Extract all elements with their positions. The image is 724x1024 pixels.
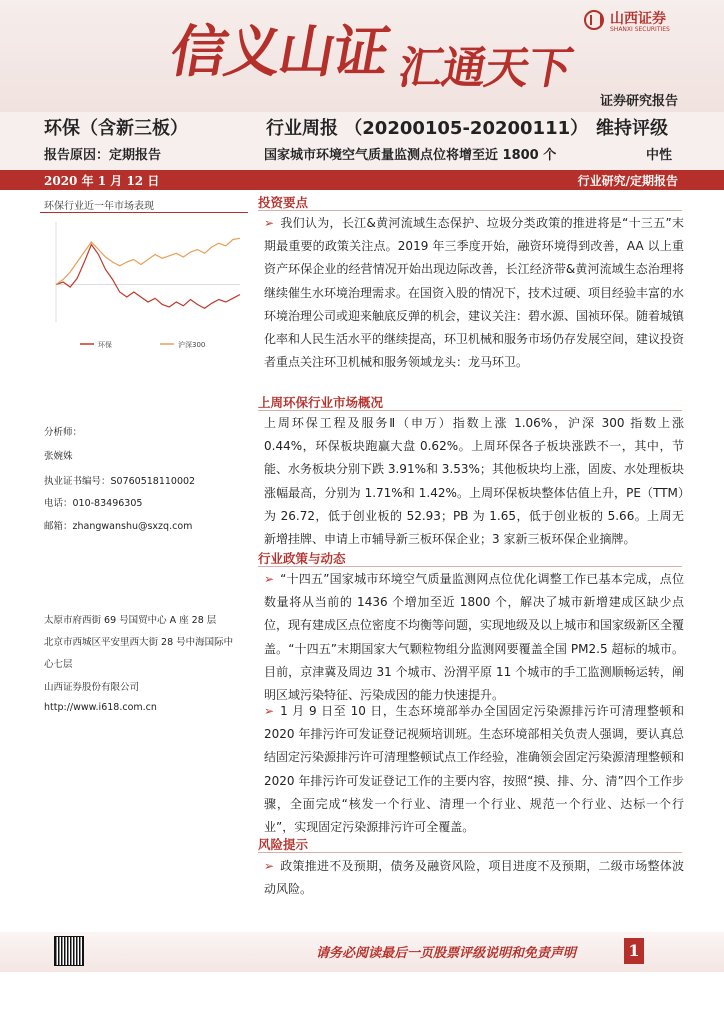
policy-paragraph-1 bbox=[264, 568, 684, 707]
page-number: 1 bbox=[624, 938, 644, 964]
section-divider bbox=[258, 852, 682, 853]
policy-paragraph-2 bbox=[264, 700, 684, 839]
report-headline: 国家城市环境空气质量监测点位将增至近 1800 个 bbox=[264, 148, 557, 163]
company-name: 山西证券股份有限公司 bbox=[44, 682, 140, 693]
header-slogan-1: 信义山证 bbox=[165, 20, 393, 85]
weekly-title: 行业周报 （20200105-20200111） bbox=[266, 118, 589, 139]
chart-title: 环保行业近一年市场表现 bbox=[44, 201, 154, 212]
analyst-name: 张婉姝 bbox=[44, 451, 73, 462]
analyst-label: 分析师： bbox=[44, 427, 83, 438]
legend-label-1: 环保 bbox=[98, 341, 112, 349]
phone: 电话：010-83496305 bbox=[44, 498, 143, 509]
email[interactable]: 邮箱：zhangwanshu@sxzq.com bbox=[44, 521, 193, 532]
chart-divider bbox=[40, 212, 248, 213]
header-slogan-2: 汇通天下 bbox=[394, 43, 576, 94]
bullet-icon: ➢ bbox=[264, 859, 275, 873]
license-number: 执业证书编号：S0760518110002 bbox=[44, 476, 196, 487]
rating-label: 维持评级 bbox=[596, 118, 668, 139]
report-type: 证券研究报告 bbox=[599, 94, 678, 109]
qr-code-icon bbox=[54, 936, 84, 966]
report-category: 行业研究/定期报告 bbox=[577, 174, 678, 188]
rating-value: 中性 bbox=[646, 148, 673, 163]
policy-text-2: 1 月 9 日至 10 日，生态环境部举办全国固定污染源排污许可清理整顿和 2020 年排污许可发证登记视频培训班。生态环境部相关负责人强调，要认真总结固定污染源排污许可清理整顿试点工作经验，准确领会固定污染源清理整顿和 2020 年排污许可发证登记工作的主要内容，按照“摸、排、分、清”四个工作步骤，全面完成“核发一个行业、清理一个行业、规范一个行业、达标一个行业”，实现固定污染源排污许可全覆盖。 bbox=[264, 704, 685, 835]
report-reason: 报告原因：定期报告 bbox=[44, 148, 162, 163]
risk-text: 政策推进不及预期，债务及融资风险，项目进度不及预期，二级市场整体波动风险。 bbox=[264, 859, 684, 897]
sector-title: 环保（含新三板） bbox=[44, 118, 188, 139]
address-beijing-cont: 心七层 bbox=[44, 659, 73, 670]
investment-paragraph bbox=[264, 212, 684, 374]
section-title-risk: 风险提示 bbox=[258, 837, 309, 852]
section-title-investment: 投资要点 bbox=[258, 195, 309, 210]
bullet-icon: ➢ bbox=[264, 572, 275, 586]
legend-label-2: 沪深300 bbox=[178, 341, 206, 349]
disclaimer-notice: 请务必阅读最后一页股票评级说明和免责声明 bbox=[316, 946, 577, 961]
investment-text: 我们认为，长江&黄河流域生态保护、垃圾分类政策的推进将是“十三五”末期最重要的政策关注点。2019 年三季度开始，融资环境得到改善，AA 以上重资产环保企业的经营情况开始出现边际改善，长江经济带&黄河流域生态治理将继续催生水环境治理需求。在国资入股的情况下，技术过硬、项目经验丰富的水环境治理公司或迎来触底反弹的机会，建议关注：碧水源、国祯环保。随着城镇化率和人民生活水平的继续提高，环卫机械和服务市场仍存发展空间，建议投资者重点关注环卫机械和服务领域龙头：龙马环卫。 bbox=[264, 216, 685, 370]
policy-text-1: “十四五”国家城市环境空气质量监测网点位优化调整工作已基本完成，点位数量将从当前的 1436 个增加至近 1800 个，解决了城市新增建成区缺少点位，现有建成区点位密度不均衡等问题，实现地级及以上城市和国家级新区全覆盖。“十四五”末期国家大气颗粒物组分监测网要覆盖全国 PM2.5 超标的城市。目前，京津冀及周边 31 个城市、汾渭平原 11 个城市的手工监测顺畅运转，阐明区域污染特征、污染成因的能力快速提升。 bbox=[264, 572, 685, 703]
logo-name-en: SHANXI SECURITIES bbox=[610, 26, 670, 33]
bullet-icon: ➢ bbox=[264, 704, 275, 718]
section-title-policy: 行业政策与动态 bbox=[258, 551, 346, 566]
website-link[interactable]: http://www.i618.com.cn bbox=[44, 702, 157, 713]
series-line-1 bbox=[56, 245, 240, 309]
logo-mark-icon bbox=[584, 10, 604, 30]
series-line-2 bbox=[56, 238, 240, 284]
company-logo bbox=[584, 8, 708, 36]
section-title-market: 上周环保行业市场概况 bbox=[258, 395, 384, 410]
section-divider bbox=[258, 410, 682, 411]
section-divider bbox=[258, 210, 682, 211]
address-beijing: 北京市西城区平安里西大街 28 号中海国际中 bbox=[44, 637, 234, 648]
address-taiyuan: 太原市府西街 69 号国贸中心 A 座 28 层 bbox=[44, 615, 217, 626]
bullet-icon: ➢ bbox=[264, 216, 275, 230]
performance-chart bbox=[40, 214, 248, 354]
section-divider bbox=[258, 566, 682, 567]
logo-name: 山西证券 bbox=[610, 11, 666, 27]
market-paragraph: 上周环保工程及服务Ⅱ（申万）指数上涨 1.06%，沪深 300 指数上涨 0.44%，环保板块跑赢大盘 0.62%。上周环保各子板块涨跌不一，其中，节能、水务板块分别下跌 3.91%和 3.53%；其他板块均上涨，固废、水处理板块涨幅最高，分别为 1.71%和 1.42%。上周环保板块整体估值上升，PE（TTM）为 26.72，低于创业板的 52.93；PB 为 1.65，低于创业板的 5.66。上周无新增挂牌、申请上市辅导新三板环保企业；3 家新三板环保企业摘牌。 bbox=[264, 416, 684, 547]
risk-paragraph bbox=[264, 855, 684, 901]
report-date: 2020 年 1 月 12 日 bbox=[44, 174, 160, 188]
